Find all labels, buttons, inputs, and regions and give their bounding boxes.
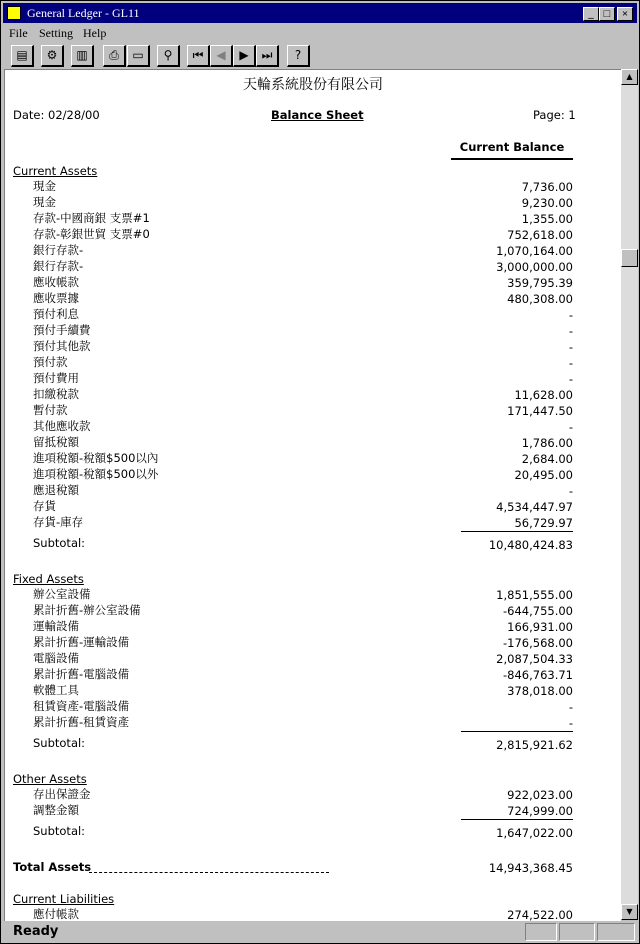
account-name: 暫付款 [33,403,68,417]
scroll-down-icon: ▼ [626,907,633,916]
account-name: 銀行存款- [33,243,84,257]
table-row [5,290,621,306]
table-row [5,482,621,498]
open-book-icon: ▥ [76,48,88,62]
menu-file[interactable]: File [9,26,28,40]
subtotal-rule [461,819,573,820]
account-name: 累計折舊-辦公室設備 [33,603,141,617]
prev-page-icon: ◀ [216,48,226,62]
status-panel-3 [597,923,635,941]
account-balance: 9,230.00 [521,196,573,210]
table-row [5,634,621,650]
printer-icon: ⎙ [109,48,119,62]
subtotal-value: 2,815,921.62 [496,738,573,752]
total-assets-value: 14,943,368.45 [488,861,573,875]
account-balance: 166,931.00 [507,620,573,634]
subtotal-label: Subtotal: [33,736,86,750]
table-row [5,354,621,370]
title-bar[interactable] [3,3,637,23]
menu-bar [3,24,637,42]
vertical-scrollbar[interactable] [621,69,638,920]
table-row [5,586,621,602]
account-name: 電腦設備 [33,651,79,665]
table-row [5,602,621,618]
open-book-button[interactable] [71,45,94,67]
menu-setting[interactable]: Setting [39,26,74,40]
account-name: 存款-中國商銀 支票#1 [33,211,150,225]
account-balance: -846,763.71 [503,668,573,682]
subtotal-value: 10,480,424.83 [488,538,573,552]
subtotal-rule [461,731,573,732]
table-row [5,618,621,634]
monitor-button[interactable] [127,45,150,67]
account-name: 預付利息 [33,307,79,321]
setup-button[interactable] [41,45,64,67]
subtotal-row [5,736,621,752]
account-balance: -176,568.00 [503,636,573,650]
table-row [5,714,621,730]
account-name: 應退稅額 [33,483,79,497]
account-name: 存款-彰銀世貿 支票#0 [33,227,150,241]
account-name: 調整金額 [33,803,79,817]
report-title: Balance Sheet [271,108,364,122]
app-icon[interactable] [7,6,21,20]
table-row [5,322,621,338]
table-row [5,370,621,386]
account-balance: 922,023.00 [507,788,573,802]
scroll-up-icon: ▲ [626,72,633,81]
account-balance: 378,018.00 [507,684,573,698]
account-balance: 1,786.00 [521,436,573,450]
total-assets-leader [89,860,329,873]
table-row [5,682,621,698]
table-row [5,802,621,818]
account-name: 進項稅額-稅額$500以外 [33,467,159,481]
subtotal-value: 1,647,022.00 [496,826,573,840]
account-balance: 4,534,447.97 [496,500,573,514]
account-balance: - [568,372,573,386]
account-balance: 3,000,000.00 [496,260,573,274]
table-row [5,194,621,210]
table-row [5,386,621,402]
account-name: 存出保證金 [33,787,91,801]
table-row [5,514,621,530]
table-row [5,306,621,322]
menu-help[interactable]: Help [83,26,107,40]
account-name: 累計折舊-租賃資產 [33,715,130,729]
help-icon: ? [294,48,302,62]
account-name: 累計折舊-電腦設備 [33,667,130,681]
account-balance: - [568,716,573,730]
account-balance: - [568,308,573,322]
last-page-button[interactable] [256,45,279,67]
subtotal-row [5,824,621,840]
report-date: Date: 02/28/00 [13,108,100,122]
current-liabilities-heading: Current Liabilities [13,892,115,906]
account-name: 運輸設備 [33,619,79,633]
status-text: Ready [13,924,59,939]
close-icon: × [621,8,629,20]
setup-icon: ⚙ [46,48,58,62]
account-name: 軟體工具 [33,683,79,697]
account-name: 累計折舊-運輸設備 [33,635,130,649]
account-balance: - [568,356,573,370]
maximize-button[interactable] [599,7,615,21]
account-balance: 2,087,504.33 [496,652,573,666]
table-row [5,450,621,466]
table-row [5,418,621,434]
find-icon: ⚲ [163,48,173,62]
account-balance: 20,495.00 [514,468,573,482]
account-balance: 11,628.00 [514,388,573,402]
account-name: 應收票據 [33,291,79,305]
account-balance: 480,308.00 [507,292,573,306]
page-number: Page: 1 [533,108,576,122]
account-name: 扣繳稅款 [33,387,79,401]
table-row [5,210,621,226]
report-viewport[interactable] [4,69,621,921]
account-name: 預付手續費 [33,323,91,337]
account-balance: -644,755.00 [503,604,573,618]
table-row [5,666,621,682]
fixed-assets-heading: Fixed Assets [13,572,84,586]
table-row [5,274,621,290]
account-name: 應收帳款 [33,275,79,289]
table-row [5,178,621,194]
table-row [5,258,621,274]
table-row [5,498,621,514]
account-name: 辦公室設備 [33,587,91,601]
account-name: 銀行存款- [33,259,84,273]
account-name: 現金 [33,195,56,209]
first-page-icon: ⏮ [192,48,204,62]
print-preview-icon: ▤ [16,48,28,62]
help-button[interactable] [287,45,310,67]
table-row [5,906,621,921]
account-balance: - [568,484,573,498]
column-header: Current Balance [459,140,565,154]
account-balance: - [568,700,573,714]
print-button[interactable] [103,45,126,67]
table-row [5,466,621,482]
subtotal-label: Subtotal: [33,824,86,838]
table-row [5,338,621,354]
table-row [5,226,621,242]
print-preview-button[interactable] [11,45,34,67]
scroll-down-button[interactable] [621,904,638,920]
account-balance: 7,736.00 [521,180,573,194]
account-balance: - [568,420,573,434]
status-panel-2 [559,923,595,941]
status-panel-1 [525,923,557,941]
account-balance: 1,070,164.00 [496,244,573,258]
table-row [5,434,621,450]
account-balance: 1,851,555.00 [496,588,573,602]
table-row [5,698,621,714]
minimize-button[interactable] [583,7,599,21]
next-page-button[interactable] [233,45,256,67]
current-assets-heading: Current Assets [13,164,98,178]
account-name: 租賃資產-電腦設備 [33,699,130,713]
find-button[interactable] [157,45,180,67]
scroll-thumb[interactable] [621,249,638,267]
account-balance: 724,999.00 [507,804,573,818]
account-balance: 359,795.39 [507,276,573,290]
table-row [5,242,621,258]
scroll-up-button[interactable] [621,69,638,85]
account-balance: 274,522.00 [507,908,573,921]
account-name: 預付其他款 [33,339,91,353]
table-row [5,650,621,666]
account-balance: - [568,340,573,354]
table-row [5,402,621,418]
subtotal-rule [461,531,573,532]
next-page-icon: ▶ [239,48,249,62]
account-name: 留抵稅額 [33,435,79,449]
column-header-rule [451,158,573,160]
account-name: 現金 [33,179,56,193]
company-name: 天輪系統股份有限公司 [243,77,383,93]
account-name: 預付款 [33,355,68,369]
account-name: 存貨-庫存 [33,515,84,529]
prev-page-button[interactable] [210,45,233,67]
status-bar [3,921,637,943]
window-title: General Ledger - GL11 [27,6,140,20]
first-page-button[interactable] [187,45,210,67]
account-balance: - [568,324,573,338]
subtotal-label: Subtotal: [33,536,86,550]
account-balance: 1,355.00 [521,212,573,226]
account-balance: 752,618.00 [507,228,573,242]
account-name: 存貨 [33,499,56,513]
account-name: 其他應收款 [33,419,91,433]
monitor-icon: ▭ [132,48,144,62]
table-row [5,786,621,802]
account-name: 預付費用 [33,371,79,385]
maximize-icon: □ [603,8,611,20]
toolbar [3,43,637,69]
account-balance: 171,447.50 [507,404,573,418]
account-balance: 56,729.97 [514,516,573,530]
account-balance: 2,684.00 [521,452,573,466]
other-assets-heading: Other Assets [13,772,87,786]
account-name: 進項稅額-稅額$500以內 [33,451,159,465]
minimize-icon: _ [588,8,594,20]
account-name: 應付帳款 [33,907,79,921]
total-assets-label: Total Assets [13,860,92,874]
close-button[interactable] [617,7,633,21]
last-page-icon: ⏭ [261,48,273,62]
subtotal-row [5,536,621,552]
